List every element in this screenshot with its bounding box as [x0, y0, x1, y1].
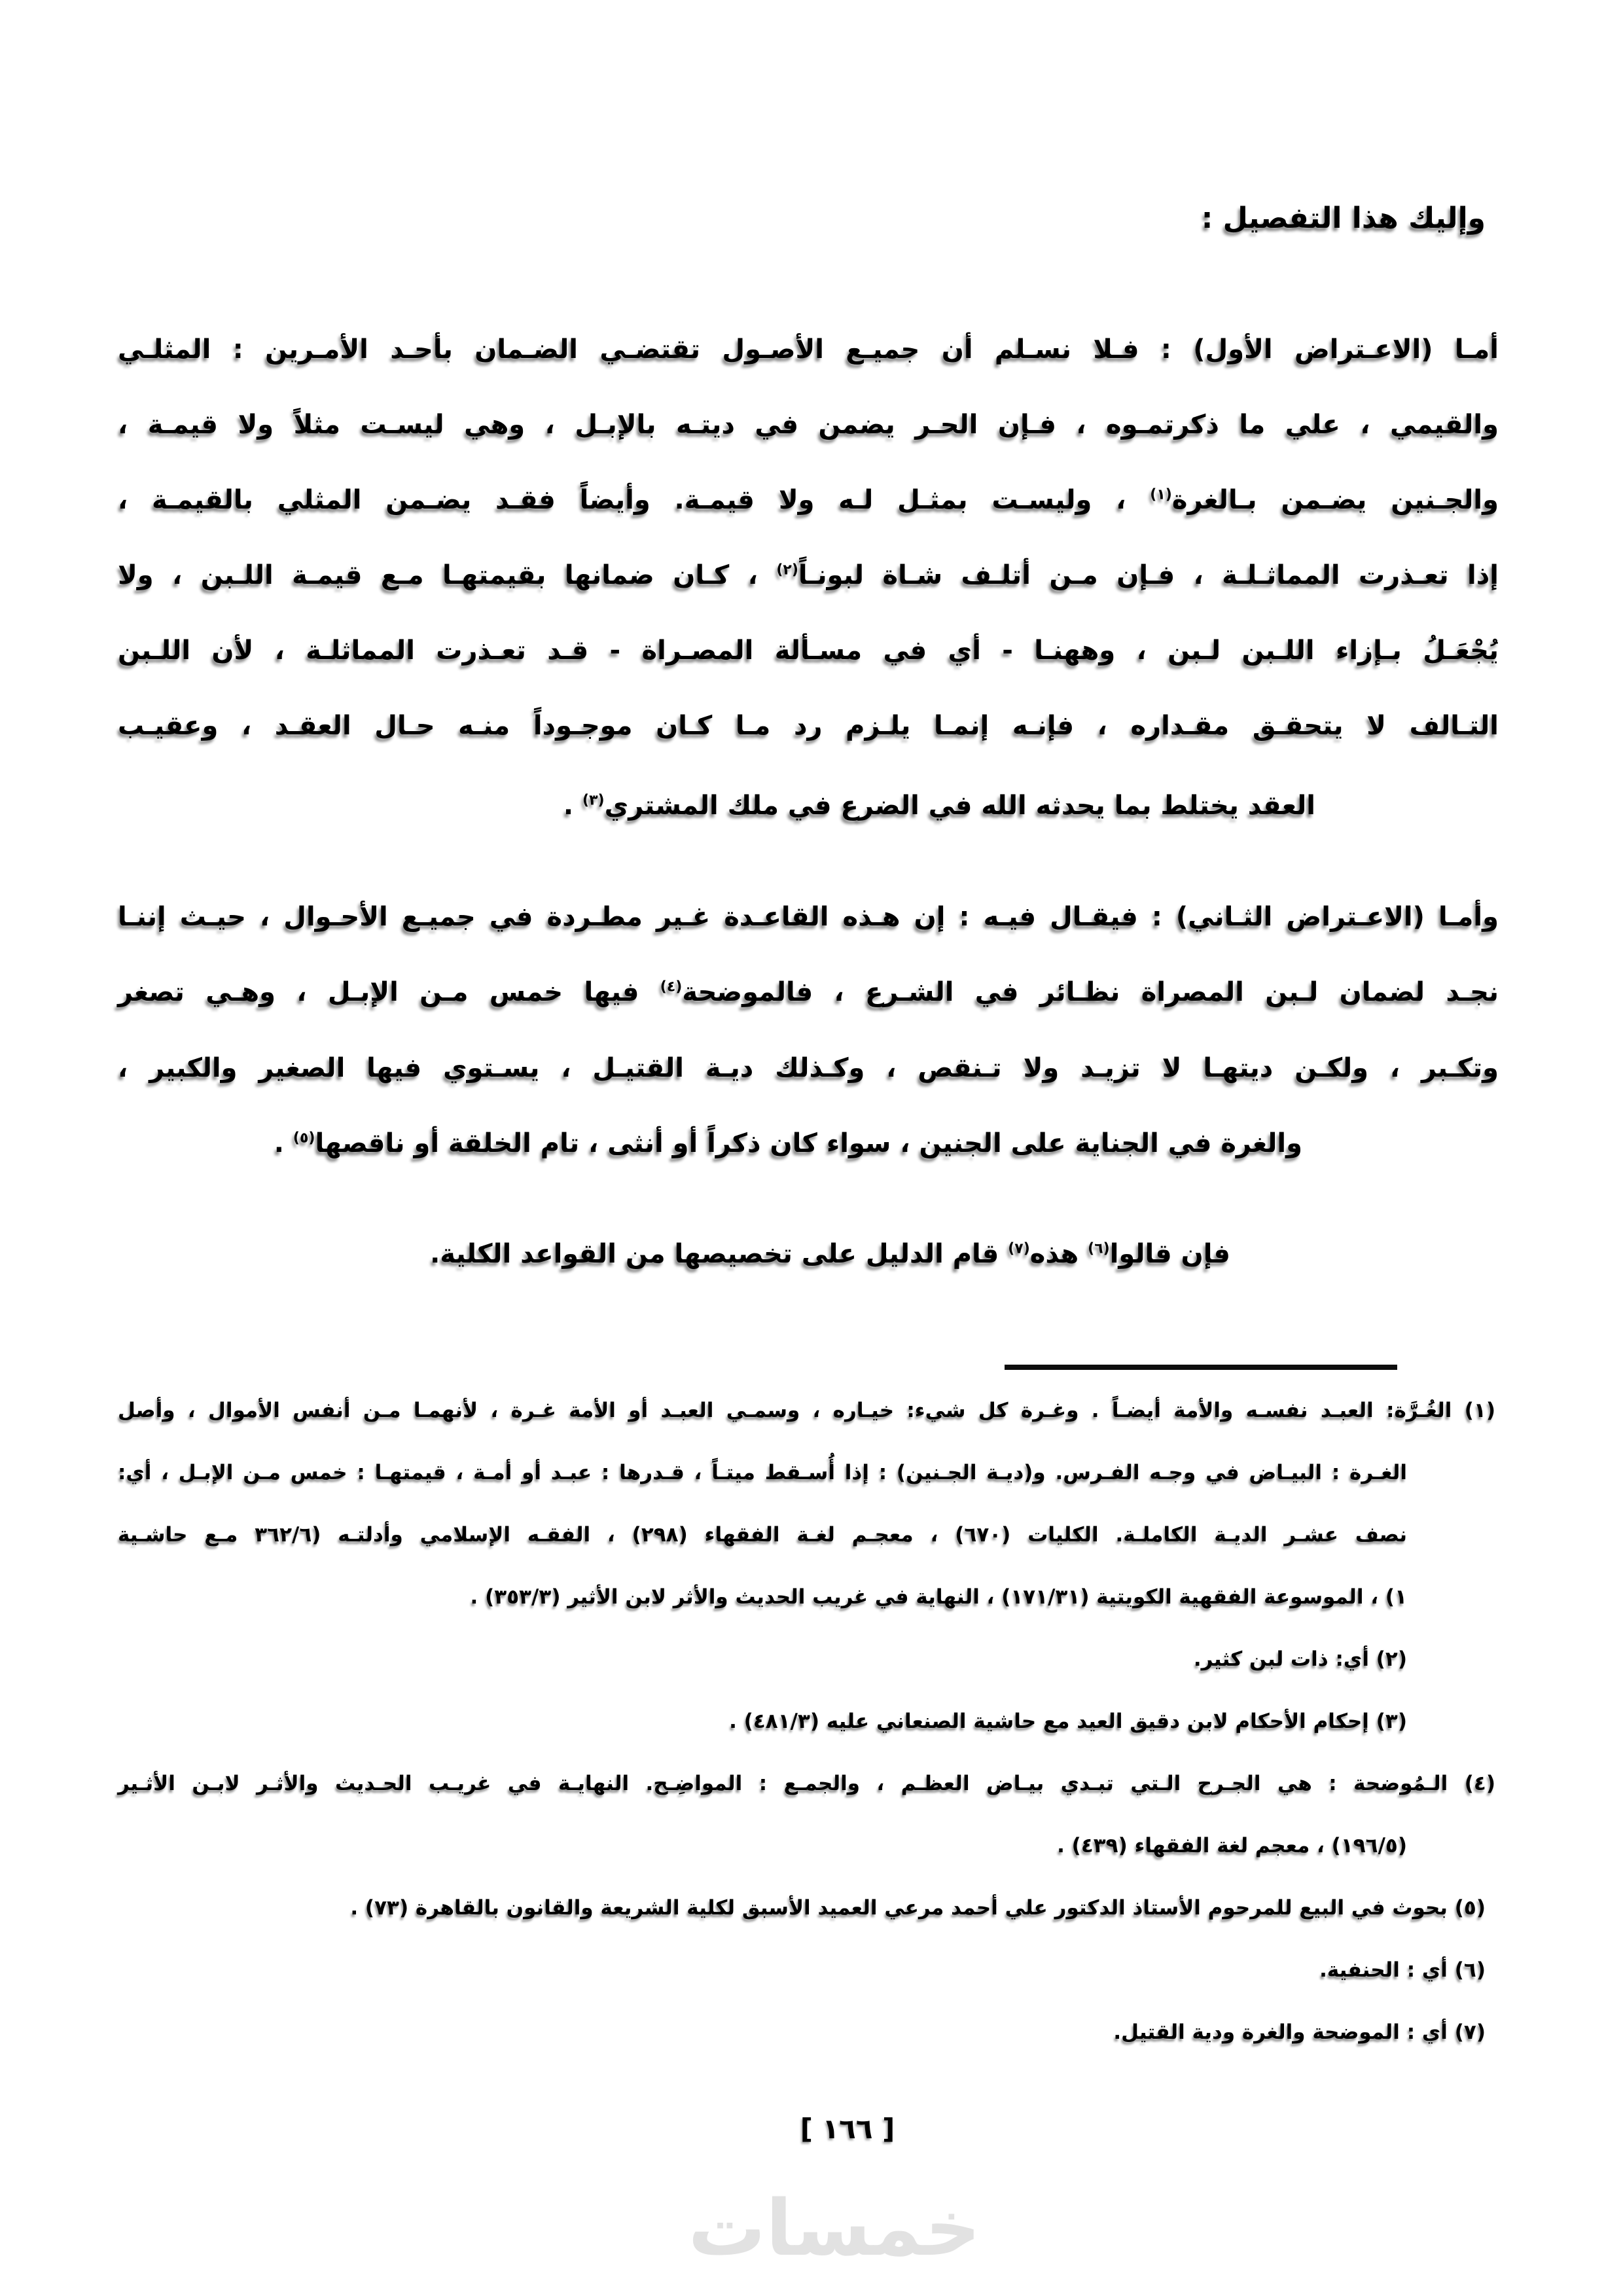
- section-heading: وإليك هذا التفصيل :: [1201, 202, 1486, 235]
- body-line: والغرة في الجناية على الجنين ، سواء كان ذكراً أو أنثى ، تام الخلقة أو ناقصها$^{(٥)}$ .: [274, 1128, 1302, 1158]
- footnote-line: (٥) بحوث في البيع للمرحوم الأستاذ الدكتور علي أحمد مرعي العميد الأسبق لكلية الشريعة والقانون بالقاهرة (٧٣) .: [350, 1896, 1486, 1920]
- footnote-ref: (٧): [1008, 1240, 1030, 1257]
- footnote-line: (٣) إحكام الأحكام لابن دقيق العيد مع حاشية الصنعاني عليه (٤٨١/٣) .: [729, 1710, 1407, 1733]
- footnote-ref: (٤): [660, 978, 683, 996]
- watermark-text: خمسات: [688, 2183, 981, 2273]
- body-line: يُجْعَـلُ بـإزاء اللـبن لـبن ، وههنـا - أي في مسـألة المصـراة - قـد تعـذرت المماثلـة ، لأن اللـبن: [118, 636, 1499, 666]
- footnote-line: (٦) أي : الحنفية.: [1319, 1958, 1486, 1982]
- footnote-line: (٧) أي : الموضحة والغرة ودية القتيل.: [1113, 2020, 1486, 2044]
- body-line: نجـد لضمان لـبن المصراة نظـائر في الشـرع ، فالموضحة$^{(٤)}$ فيها خمس مـن الإبـل ، وهـي تصغر: [118, 977, 1499, 1007]
- body-line: وتكـبر ، ولكـن ديتهـا لا تزيـد ولا تـنقص ، وكـذلك ديـة القتيـل ، يسـتوي فيها الصغير والكبير ،: [118, 1053, 1499, 1083]
- footnote-ref: (٦): [1088, 1240, 1110, 1257]
- footnote-ref: (٥): [293, 1130, 315, 1147]
- body-line: فإن قالوا$^{(٦)}$ هذه$^{(٧)}$ قام الدليل على تخصيصها من القواعد الكلية.: [430, 1239, 1230, 1269]
- footnote-ref: (٣): [582, 792, 605, 809]
- body-line: أمـا (الاعـتراض الأول) : فـلا نسـلم أن جميـع الأصـول تقتضـي الضـمان بأحـد الأمـرين : المثلـي: [118, 334, 1499, 365]
- footnote-line: (١) الغُـرَّة: العبـد نفسـه والأمة أيضـاً . وغـرة كل شيء: خيـاره ، وسمـي العبـد أو الأمة غـرة ، لأنهمـا مـن أنفس الأموال ، وأصل: [118, 1399, 1495, 1422]
- footnote-separator: [1005, 1365, 1397, 1370]
- footnote-line: نصف عشـر الديـة الكاملـة. الكليات (٦٧٠) ، معجـم لغـة الفقهاء (٢٩٨) ، الفقـه الإسلامي وأدلتـه (٣٦٢/٦ مـع حاشـية: [118, 1523, 1407, 1547]
- body-line: والجـنين يضـمن بـالغرة$^{(١)}$ ، وليسـت بمثـل لـه ولا قيمـة. وأيضاً فقـد يضـمن المثلي بالقيمـة ،: [118, 485, 1499, 515]
- page-number-value: [ ١٦٦ ]: [800, 2113, 895, 2145]
- body-line: العقد يختلط بما يحدثه الله في الضرع في ملك المشتري$^{(٣)}$ .: [563, 791, 1315, 821]
- footnote-line: (١٩٦/٥) ، معجم لغة الفقهاء (٤٣٩) .: [1057, 1834, 1407, 1857]
- footnote-line: ١) ، الموسوعة الفقهية الكويتية (١٧١/٣١) ، النهاية في غريب الحديث والأثر لابن الأثير (٣٥٣/٣) .: [470, 1585, 1407, 1609]
- footnote-ref: (٢): [776, 562, 798, 579]
- page-number: [0, 2113, 1623, 2145]
- footnote-line: (٢) أي: ذات لبن كثير.: [1193, 1647, 1407, 1671]
- footnote-line: الغـرة : البيـاض في وجـه الفـرس. و(ديـة الجـنين) : إذا أُسـقط ميتـاً ، قـدرها : عبـد أو أمـة ، قيمتهـا : خمس مـن الإبـل ، أي:: [118, 1461, 1407, 1484]
- body-line: إذا تعـذرت المماثـلـة ، فـإن مـن أتلـف شـاة لبونـاً$^{(٢)}$ ، كـان ضمانها بقيمتهـا مـع قيمـة اللـبن ، ولا: [118, 560, 1499, 590]
- body-line: التـالف لا يتحقـق مقـداره ، فإنـه إنمـا يلـزم رد مـا كـان موجـوداً منـه حـال العقـد ، وعقيـب: [118, 711, 1499, 741]
- watermark-logo: [0, 2183, 1623, 2273]
- body-line: وأمـا (الاعـتراض الثـاني) : فيقـال فيـه : إن هـذه القاعـدة غـير مطـردة في جميـع الأحـوال ، حيـث إننـا: [118, 902, 1499, 932]
- body-line: والقيمي ، علي ما ذكرتمـوه ، فـإن الحـر يضمن في ديتـه بالإبـل ، وهي ليسـت مثلاً ولا قيمـة ،: [118, 410, 1499, 440]
- footnote-line: (٤) الـمُوضحة : هي الجـرح الـتي تبـدي بيـاض العظـم ، والجمـع : المواضِـح. النهايـة في غريـب الحـديث والأثـر لابـن الأثـير: [118, 1772, 1495, 1795]
- footnote-ref: (١): [1150, 486, 1172, 503]
